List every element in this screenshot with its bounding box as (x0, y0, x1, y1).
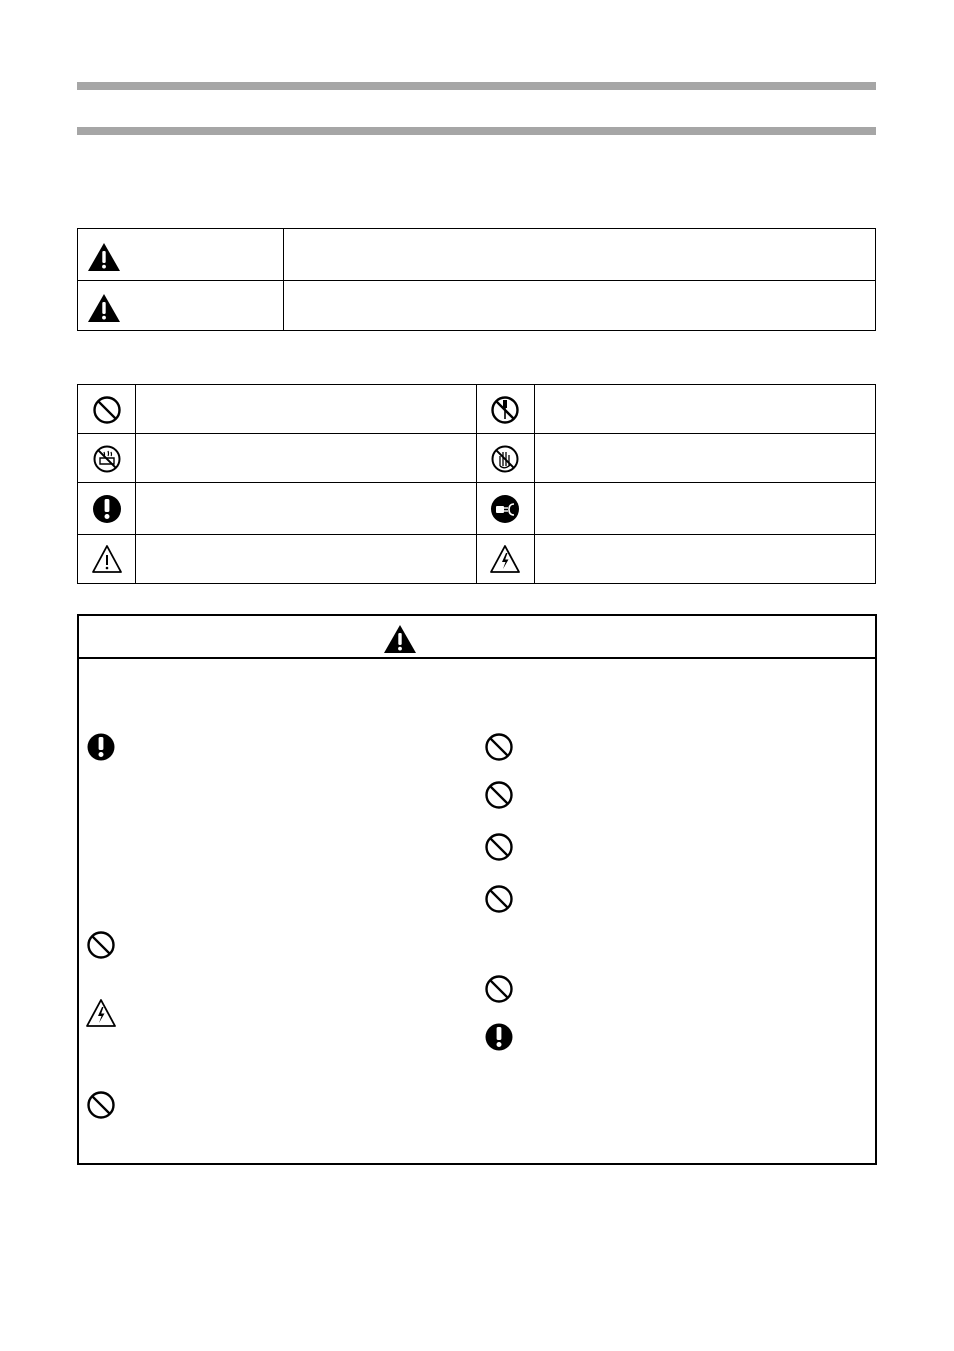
signal-word-cell (78, 229, 284, 280)
symbols-row (78, 385, 875, 434)
prohibited-icon (484, 780, 514, 810)
unplug-icon (490, 494, 520, 524)
do-not-touch-icon (490, 444, 520, 474)
warning-triangle-icon (87, 242, 121, 272)
prohibited-icon (86, 1090, 116, 1120)
do-not-disassemble-icon (490, 395, 520, 425)
symbol-text-cell (136, 535, 477, 583)
do-not-get-wet-icon (92, 444, 122, 474)
electric-shock-icon (85, 998, 117, 1028)
signal-word-table (77, 228, 876, 331)
symbol-text-cell (535, 535, 875, 583)
symbols-row (78, 483, 875, 535)
caution-triangle-icon (91, 544, 123, 574)
symbol-text-cell (136, 483, 477, 534)
symbols-row (78, 434, 875, 483)
symbols-table (77, 384, 876, 584)
top-rule (77, 82, 876, 90)
warning-triangle-icon (87, 293, 121, 323)
symbol-text-cell (535, 434, 875, 482)
mandatory-action-icon (86, 732, 116, 762)
mandatory-action-icon (92, 494, 122, 524)
symbol-icon-cell (78, 385, 136, 433)
symbol-text-cell (136, 385, 477, 433)
signal-word-row (78, 280, 875, 330)
symbol-text-cell (136, 434, 477, 482)
electric-shock-icon (489, 544, 521, 574)
symbol-text-cell (535, 385, 875, 433)
warning-box (77, 614, 877, 1165)
symbol-icon-cell (477, 483, 535, 534)
symbol-icon-cell (477, 434, 535, 482)
prohibited-icon (484, 832, 514, 862)
symbol-text-cell (535, 483, 875, 534)
warning-box-header (79, 616, 875, 659)
bottom-rule (77, 127, 876, 135)
symbol-icon-cell (78, 483, 136, 534)
signal-word-cell (78, 280, 284, 330)
symbol-icon-cell (477, 385, 535, 433)
prohibited-icon (484, 974, 514, 1004)
signal-word-row (78, 229, 875, 281)
symbol-icon-cell (477, 535, 535, 583)
prohibited-icon (484, 884, 514, 914)
symbol-icon-cell (78, 535, 136, 583)
prohibited-icon (86, 930, 116, 960)
signal-description-cell (284, 229, 875, 280)
symbols-row (78, 535, 875, 583)
prohibited-icon (92, 395, 122, 425)
symbol-icon-cell (78, 434, 136, 482)
mandatory-action-icon (484, 1022, 514, 1052)
signal-description-cell (284, 280, 875, 330)
warning-triangle-icon (383, 624, 417, 654)
prohibited-icon (484, 732, 514, 762)
